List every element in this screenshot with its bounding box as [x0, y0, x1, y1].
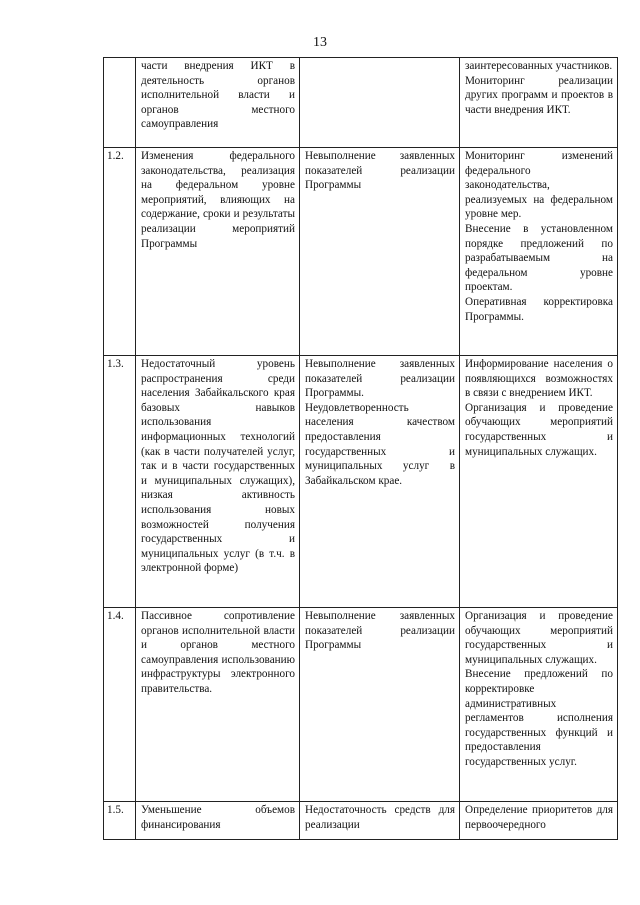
- consequence-cell: [300, 608, 460, 802]
- table-row: [104, 148, 618, 356]
- measures-text: Информирование населения о появляющихся возможностях в связи с внедрением ИКТ. Организация и проведение обучающих мероприятий государственных и муниципальных служащих.: [465, 358, 613, 458]
- row-number-cell: [104, 58, 136, 148]
- measures-text: Организация и проведение обучающих мероприятий государственных и муниципальных служащих. Внесение предложений по корректировке административных регламентов исполнения государственных функций и предоставления государственных услуг.: [465, 610, 613, 768]
- consequence-text: Недостаточность средств для реализации: [305, 804, 455, 831]
- table-row: [104, 608, 618, 802]
- measures-text: заинтересованных участников. Мониторинг реализации других программ и проектов в части внедрения ИКТ.: [465, 60, 613, 116]
- row-number: 1.4.: [107, 610, 124, 622]
- risk-cell: [136, 608, 300, 802]
- measures-cell: [460, 802, 618, 840]
- consequence-cell: [300, 802, 460, 840]
- risk-cell: [136, 58, 300, 148]
- measures-cell: [460, 58, 618, 148]
- risk-cell: [136, 802, 300, 840]
- consequence-text: Невыполнение заявленных показателей реализации Программы: [305, 150, 455, 192]
- row-number-cell: [104, 802, 136, 840]
- page-number: 13: [313, 35, 327, 50]
- consequence-cell: [300, 148, 460, 356]
- consequence-text: Невыполнение заявленных показателей реализации Программы. Неудовлетворенность населения качеством предоставления государственных и муниципальных услуг в Забайкальском крае.: [305, 358, 455, 487]
- risk-text: Уменьшение объемов финансирования: [141, 804, 295, 831]
- consequence-cell: [300, 356, 460, 608]
- consequence-cell: [300, 58, 460, 148]
- table-row: [104, 58, 618, 148]
- risk-cell: [136, 356, 300, 608]
- measures-cell: [460, 148, 618, 356]
- measures-cell: [460, 356, 618, 608]
- risk-cell: [136, 148, 300, 356]
- row-number: 1.5.: [107, 804, 124, 816]
- table-row: [104, 356, 618, 608]
- risk-text: Пассивное сопротивление органов исполнительной власти и органов местного самоуправления использованию инфраструктуры электронного правительства.: [141, 610, 295, 695]
- row-number: 1.3.: [107, 358, 124, 370]
- measures-text: Мониторинг изменений федерального законодательства, реализуемых на федеральном уровне мер. Внесение в установленном порядке предложений по разрабатываемым на федеральном уровне проектам. Оперативная корректировка Программы.: [465, 150, 613, 323]
- measures-text: Определение приоритетов для первоочередного: [465, 804, 613, 831]
- row-number: 1.2.: [107, 150, 124, 162]
- risk-text: части внедрения ИКТ в деятельность органов исполнительной власти и органов местного самоуправления: [141, 60, 295, 131]
- measures-cell: [460, 608, 618, 802]
- consequence-text: Невыполнение заявленных показателей реализации Программы: [305, 610, 455, 652]
- row-number-cell: [104, 608, 136, 802]
- risk-text: Изменения федерального законодательства, реализация на федеральном уровне мероприятий, влияющих на содержание, сроки и результаты реализации мероприятий Программы: [141, 150, 295, 250]
- risk-table: [103, 57, 618, 840]
- row-number-cell: [104, 356, 136, 608]
- table-row: [104, 802, 618, 840]
- risk-text: Недостаточный уровень распространения среди населения Забайкальского края базовых навыков использования информационных технологий (как в части получателей услуг, так и в части государственных и муниципальных служащих), низкая активность использования новых возможностей получения государственных и муниципальных услуг (в т.ч. в электронной форме): [141, 358, 295, 575]
- row-number-cell: [104, 148, 136, 356]
